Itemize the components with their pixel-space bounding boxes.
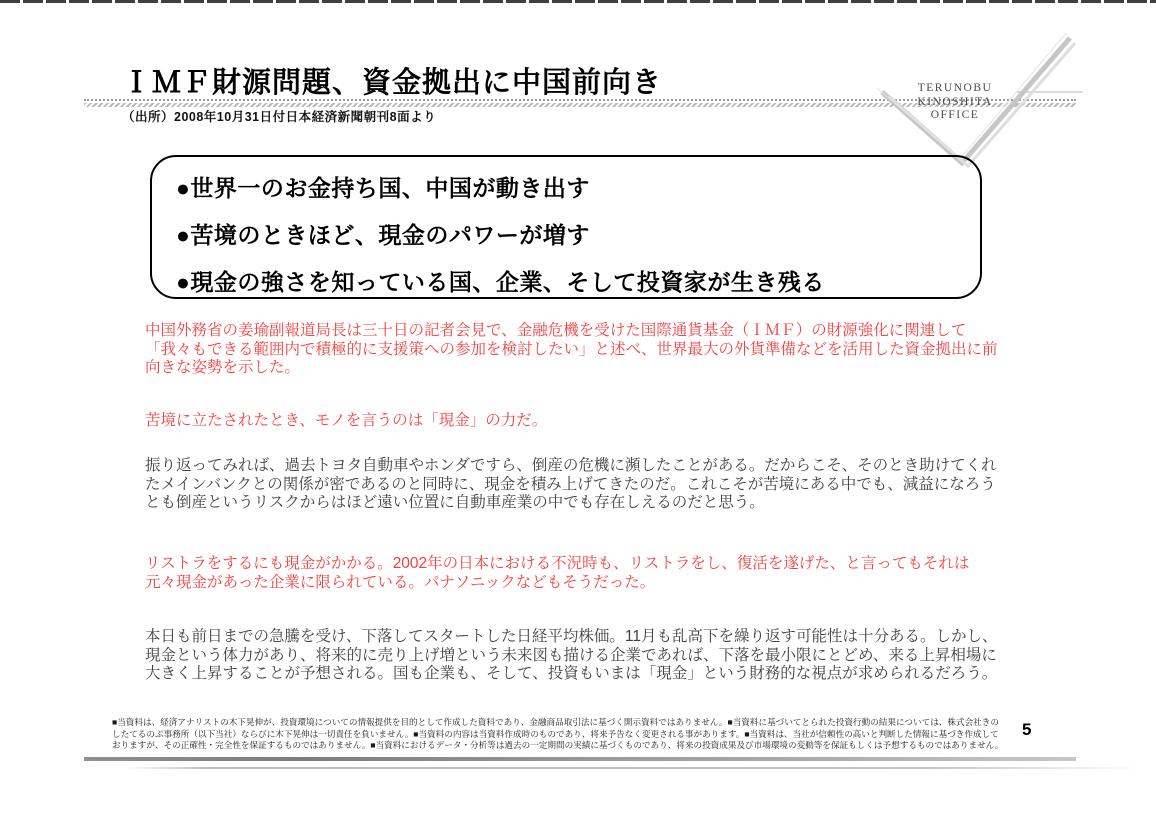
paragraph-line: 元々現金があった企業に限られている。パナソニックなどもそうだった。 <box>145 573 656 591</box>
logo-line-3: OFFICE <box>930 109 980 121</box>
paragraph-nikkei-outlook <box>145 628 1005 684</box>
bottom-rule-primary <box>84 757 1076 761</box>
paragraph-line: 振り返ってみれば、過去トヨタ自動車やホンダですら、倒産の危機に瀕したことがある。だからこそ、そのとき助けてくれ <box>145 457 997 474</box>
paragraph-restructuring <box>145 555 1005 592</box>
page-number: 5 <box>1022 720 1032 739</box>
key-points-box <box>150 155 982 299</box>
disclaimer-line: おりますが、その正確性・完全性を保証するものではありません。■当資料におけるデータ・分析等は過去の一定期間の実績に基づくものであり、将来の投資成果及び市場環境の変動等を保証もしくは予想するものではありません。 <box>112 740 1004 750</box>
paragraph-line: とも倒産というリスクからはほど遠い位置に自動車産業の中でも存在しえるのだと思う。 <box>145 494 765 511</box>
logo-office-name <box>905 82 1005 123</box>
bottom-rule-secondary <box>126 767 1142 769</box>
paragraph-line: 中国外務省の姜瑜副報道局長は三十日の記者会見で、金融危機を受けた国際通貨基金（ＩＭＦ）の財源強化に関連して <box>145 322 967 339</box>
logo-line-2: KINOSHITA <box>917 95 993 108</box>
top-dashed-rule <box>0 0 1156 3</box>
paragraph-line: 向きな姿勢を示した。 <box>145 359 301 376</box>
paragraph-line: たメインバンクとの関係が密であるのと同時に、現金を積み上げてきたのだ。これこそが苦境にある中でも、減益になろう <box>145 475 996 493</box>
paragraph-line: 「我々もできる範囲内で積極的に支援策への参加を検討したい」と述べ、世界最大の外貨準備などを活用した資金拠出に前 <box>145 340 998 358</box>
paragraph-line: 現金という体力があり、将来的に売り上げ増という未来図も描ける企業であれば、下落を最小限にとどめ、来る上昇相場に <box>145 646 997 664</box>
paragraph-imf-news <box>145 322 1005 378</box>
key-point-1: ●世界一のお金持ち国、中国が動き出す <box>176 175 590 201</box>
paragraph-line: 苦境に立たされたとき、モノを言うのは「現金」の力だ。 <box>145 412 548 429</box>
paragraph-cash-power <box>145 412 1005 431</box>
page-title: ＩＭＦ財源問題、資金拠出に中国前向き <box>122 67 663 99</box>
logo-line-1: TERUNOBU <box>917 82 993 94</box>
disclaimer-line: したてるのぶ事務所（以下当社）ならびに木下晃伸は一切責任を負いません。■当資料の内容は当資料作成時のものであり、将来予告なく変更される事があります。■当資料は、当社が信頼性の高いと判断した情報に基づき作成して <box>112 728 999 739</box>
paragraph-line: リストラをするにも現金がかかる。2002年の日本における不況時も、リストラをし、復活を遂げた、と言ってもそれは <box>145 555 970 572</box>
key-point-3: ●現金の強さを知っている国、企業、そして投資家が生き残る <box>176 269 825 295</box>
key-point-2: ●苦境のときほど、現金のパワーが増す <box>176 222 590 248</box>
disclaimer-text <box>112 717 1012 752</box>
disclaimer-line: ■当資料は、経済アナリストの木下晃伸が、投資環境についての情報提供を目的として作成した資料であり、金融商品取引法に基づく開示資料ではありません。■当資料に基づいてとられた投資行動の結果については、株式会社きの <box>112 717 999 727</box>
paragraph-line: 本日も前日までの急騰を受け、下落してスタートした日経平均株価。11月も乱高下を繰り返す可能性は十分ある。しかし、 <box>145 628 998 645</box>
paragraph-line: 大きく上昇することが予想される。国も企業も、そして、投資もいまは「現金」という財務的な視点が求められるだろう。 <box>145 665 998 682</box>
source-citation: （出所）2008年10月31日付日本経済新聞朝刊8面より <box>122 110 437 124</box>
paragraph-toyota-honda <box>145 457 1005 513</box>
